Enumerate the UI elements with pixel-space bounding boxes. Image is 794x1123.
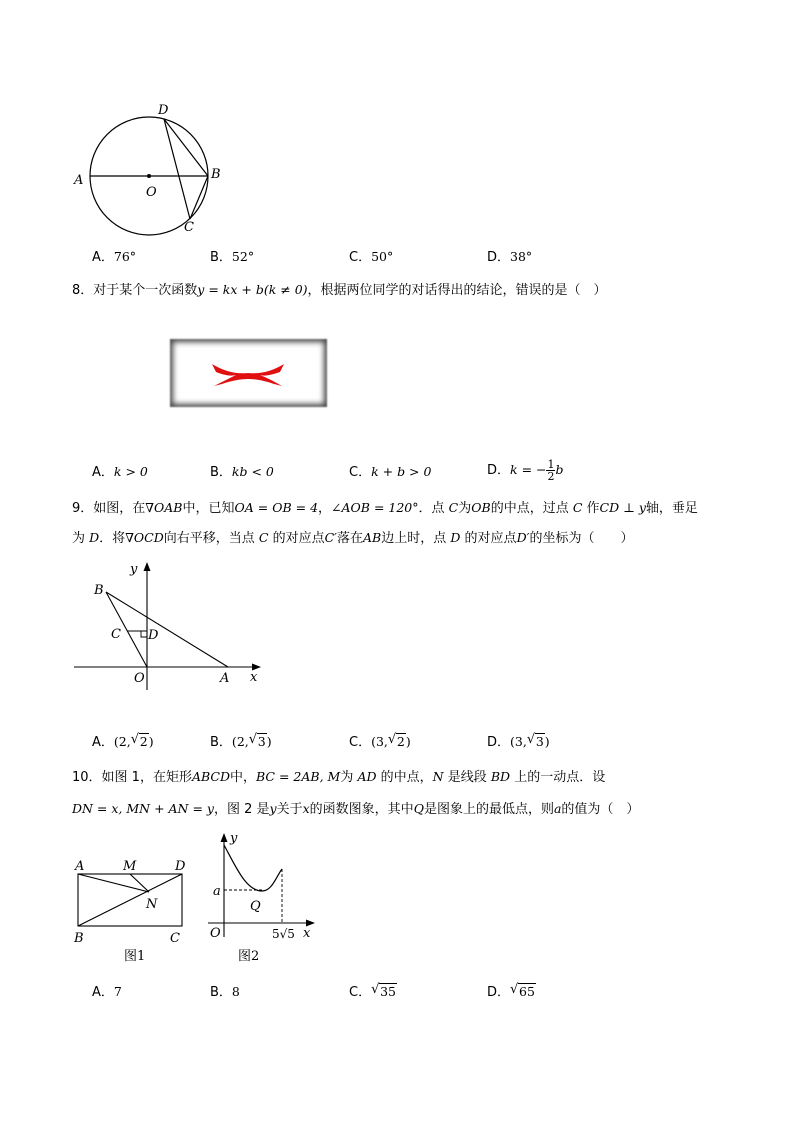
- q9-option-d[interactable]: D．(3, √ 3): [487, 732, 550, 750]
- label-n: N: [146, 897, 158, 912]
- q9-option-a[interactable]: A．(2, √ 2): [92, 732, 154, 750]
- text-run: 的对应点: [460, 531, 517, 546]
- math-run: D: [89, 530, 100, 545]
- text-run: 的坐标为（ ）: [529, 531, 634, 546]
- math-run: ABCD: [191, 769, 230, 784]
- math-run: BD: [490, 769, 511, 784]
- math-run: C′: [324, 530, 338, 545]
- math-run: y: [269, 801, 277, 816]
- math-run: D′: [516, 530, 530, 545]
- q8-option-a[interactable]: A．k > 0: [92, 464, 148, 480]
- math-run: Q: [413, 801, 424, 816]
- q8-option-d-fraction: $\frac{1}{2}$: [547, 458, 555, 483]
- math-run: ∠AOB = 120°: [331, 500, 419, 515]
- q7-option-c[interactable]: C．50°: [349, 249, 394, 265]
- label-o: O: [210, 926, 221, 941]
- diagonal-bd: [78, 874, 182, 926]
- text-run: 边上时，点: [381, 531, 451, 546]
- text-run: 上的一动点．设: [510, 770, 606, 785]
- q9-coordinate-figure: [70, 560, 270, 690]
- label-5root5: 5√5: [272, 927, 295, 941]
- label-a: A: [220, 671, 230, 686]
- q10-option-a[interactable]: A．7: [92, 984, 122, 1000]
- right-angle-mark: [141, 631, 147, 637]
- math-run: D: [450, 530, 461, 545]
- q8-option-c[interactable]: C．k + b > 0: [349, 464, 432, 480]
- segment-ab: [106, 592, 228, 667]
- q8-formula: y = kx + b(k ≠ 0): [197, 282, 308, 297]
- label-b: B: [94, 583, 104, 598]
- q10-figure-2: [200, 827, 325, 965]
- chord-db: [164, 119, 208, 176]
- math-run: N: [432, 769, 444, 784]
- chord-bc: [190, 176, 208, 219]
- label-b: B: [74, 931, 84, 946]
- math-run: C: [448, 500, 459, 515]
- q8-stem: 8．对于某个一次函数y = kx + b(k ≠ 0)，根据两位同学的对话得出的结论，错误的是（ ）: [72, 282, 607, 298]
- label-a: a: [213, 884, 221, 899]
- broken-image-placeholder: [170, 339, 327, 407]
- text-run: 中，: [229, 770, 256, 785]
- q10-option-d[interactable]: D． √ 65: [487, 982, 535, 1000]
- text-run: 的对应点: [268, 531, 325, 546]
- text-run: 的中点，过点: [490, 501, 573, 516]
- q10-stem-line1: 10．如图 1，在矩形ABCD中，BC = 2AB, M为 AD 的中点，N 是线段 BD 上的一动点．设: [72, 769, 606, 785]
- q8-option-b[interactable]: B．kb < 0: [210, 464, 274, 480]
- text-run: ，图 2 是: [213, 802, 270, 817]
- math-run: BC = 2AB, M: [256, 769, 341, 784]
- math-run: OA = OB = 4: [234, 500, 319, 515]
- label-c: C: [170, 931, 180, 946]
- function-curve: [224, 845, 282, 891]
- text-run: 是线段: [443, 770, 491, 785]
- text-run: 中，已知: [182, 501, 235, 516]
- segment-an: [78, 874, 149, 892]
- q7-option-d[interactable]: D．38°: [487, 249, 533, 265]
- q9-option-b[interactable]: B．(2, √ 3): [210, 732, 272, 750]
- label-m: M: [123, 859, 137, 874]
- text-run: 关于: [276, 802, 303, 817]
- label-q: Q: [250, 899, 261, 914]
- text-run: 是图象上的最低点，则: [423, 802, 554, 817]
- figure-1-caption: 图1: [124, 949, 146, 964]
- text-run: 作: [582, 501, 600, 516]
- text-run: 为: [458, 501, 472, 516]
- q10-stem-line2: [72, 800, 639, 819]
- label-y: y: [230, 831, 238, 846]
- label-d: D: [158, 103, 169, 118]
- math-run: C: [572, 500, 583, 515]
- figure-2-caption: 图2: [238, 949, 260, 964]
- math-run: OB: [471, 500, 491, 515]
- label-y: y: [130, 562, 138, 577]
- math-run: AB: [363, 530, 382, 545]
- text-run: ．将: [99, 531, 126, 546]
- math-run: AD: [357, 769, 377, 784]
- text-run: ，: [318, 501, 332, 516]
- text-run: 为: [340, 770, 358, 785]
- text-run: 的中点，: [376, 770, 433, 785]
- label-d: D: [175, 859, 186, 874]
- label-c: C: [184, 220, 194, 235]
- q9-option-c[interactable]: C．(3, √ 2): [349, 732, 411, 750]
- q9-stem-line2: [72, 529, 633, 548]
- q7-circle-figure: [70, 100, 230, 240]
- text-run: ．点: [418, 501, 449, 516]
- text-run: 如图，在: [93, 501, 146, 516]
- math-run: ∇OAB: [145, 500, 183, 515]
- label-x: x: [250, 670, 258, 685]
- q7-option-a[interactable]: A．76°: [92, 249, 137, 265]
- q10-option-b[interactable]: B．8: [210, 984, 240, 1000]
- text-run: 的值为（ ）: [561, 802, 640, 817]
- text-run: 向右平移，当点: [163, 531, 259, 546]
- math-run: a: [553, 801, 562, 816]
- q10-figure-1: [70, 855, 195, 965]
- text-run: 为: [72, 531, 90, 546]
- math-run: DN = x, MN + AN = y: [72, 801, 214, 816]
- label-o: O: [146, 185, 157, 200]
- label-d: D: [148, 628, 159, 643]
- q8-option-d[interactable]: D．k = − $\frac{1}{2}$ b: [487, 458, 564, 483]
- label-c: C: [111, 627, 121, 642]
- text-run: 如图 1，在矩形: [101, 770, 192, 785]
- label-x: x: [303, 926, 311, 941]
- label-a: A: [75, 859, 85, 874]
- math-run: ∇OCD: [125, 530, 164, 545]
- math-run: C: [258, 530, 269, 545]
- text-run: 落在: [337, 531, 364, 546]
- y-axis-arrow: [144, 562, 151, 571]
- broken-image-icon: [170, 339, 327, 407]
- y-axis-arrow: [221, 833, 228, 842]
- q9-stem-line1: 9．如图，在∇OAB中，已知OA = OB = 4，∠AOB = 120°．点 C为OB的中点，过点 C 作CD ⊥ y轴，垂足: [72, 500, 698, 516]
- label-o: O: [134, 671, 145, 686]
- center-point: [147, 174, 151, 178]
- math-run: CD ⊥ y: [599, 500, 646, 515]
- math-run: x: [302, 801, 310, 816]
- chord-dc: [164, 119, 190, 219]
- label-b: B: [211, 167, 221, 182]
- q7-option-b[interactable]: B．52°: [210, 249, 255, 265]
- text-run: 轴，垂足: [645, 501, 698, 516]
- q10-option-c[interactable]: C． √ 35: [349, 982, 396, 1000]
- label-a: A: [74, 173, 84, 188]
- text-run: 的函数图象，其中: [309, 802, 414, 817]
